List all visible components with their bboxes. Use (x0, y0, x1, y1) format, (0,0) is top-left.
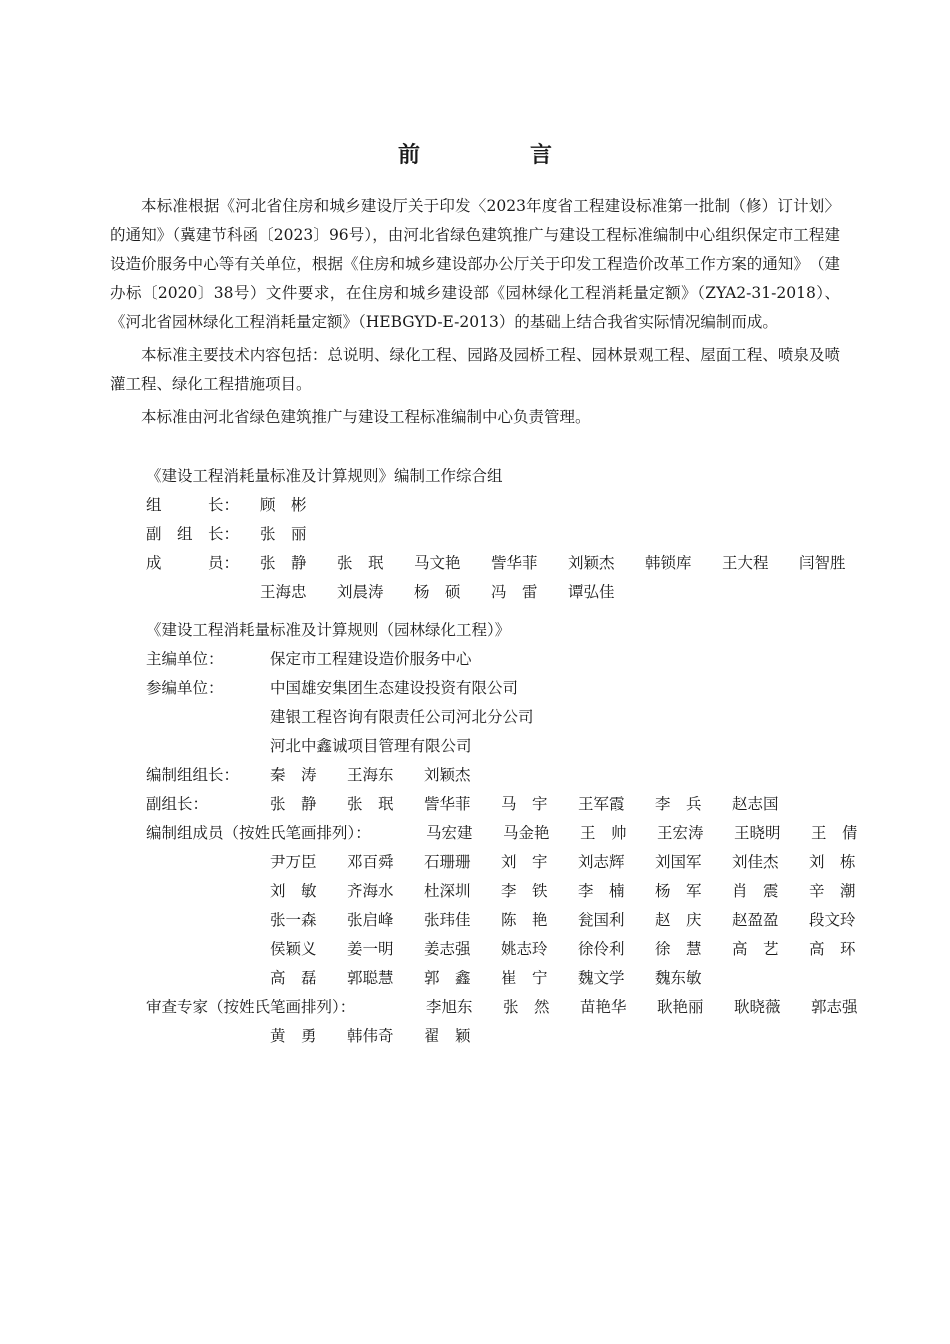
person-name: 郭聪慧 (347, 969, 394, 987)
name-list (270, 935, 856, 964)
person-name: 杨 硕 (414, 583, 461, 601)
person-name: 姜志强 (424, 940, 471, 958)
person-name: 王海忠 (260, 583, 307, 601)
person-name: 侯颖义 (270, 940, 317, 958)
person-name: 张一森 (270, 911, 317, 929)
person-name: 韩伟奇 (347, 1027, 394, 1045)
person-name: 齐海水 (347, 882, 394, 900)
preface-paragraph: 本标准由河北省绿色建筑推广与建设工程标准编制中心负责管理。 (141, 408, 591, 426)
name-list (270, 1022, 501, 1051)
person-name: 訾华菲 (424, 795, 471, 813)
name-list (426, 993, 858, 1022)
person-name: 赵志国 (732, 795, 779, 813)
person-name: 邓百舜 (347, 853, 394, 871)
person-name: 张 丽 (260, 525, 307, 543)
person-name: 刘 栋 (809, 853, 856, 871)
person-name: 刘晨涛 (337, 583, 384, 601)
deputy-label: 副 组 长： (146, 525, 240, 543)
preface-paragraph: 本标准主要技术内容包括：总说明、绿化工程、园路及园桥工程、园林景观工程、屋面工程、喷泉及喷灌工程、绿化工程措施项目。 (110, 346, 840, 393)
person-name: 李 铁 (501, 882, 548, 900)
name-list (260, 491, 337, 520)
name-list (270, 790, 809, 819)
leader-label: 组 长： (146, 496, 240, 514)
name-list (270, 877, 856, 906)
co-unit: 河北中鑫诚项目管理有限公司 (270, 737, 472, 755)
person-name: 徐 慧 (655, 940, 702, 958)
person-name: 王 帅 (580, 824, 627, 842)
person-name: 王 倩 (811, 824, 858, 842)
name-list (270, 906, 856, 935)
person-name: 尹万臣 (270, 853, 317, 871)
person-name: 王大程 (722, 554, 769, 572)
members-label: 编制组成员（按姓氏笔画排列）： (146, 824, 371, 842)
person-name: 马宏建 (426, 824, 473, 842)
person-name: 陈 艳 (501, 911, 548, 929)
person-name: 郭 鑫 (424, 969, 471, 987)
person-name: 李 楠 (578, 882, 625, 900)
person-name: 刘 宇 (501, 853, 548, 871)
name-list (260, 549, 846, 578)
person-name: 苗艳华 (580, 998, 627, 1016)
person-name: 姜一明 (347, 940, 394, 958)
name-list (260, 578, 645, 607)
person-name: 王军霞 (578, 795, 625, 813)
person-name: 魏东敏 (655, 969, 702, 987)
person-name: 冯 雷 (491, 583, 538, 601)
person-name: 张 静 (260, 554, 307, 572)
person-name: 高 艺 (732, 940, 779, 958)
person-name: 高 环 (809, 940, 856, 958)
person-name: 王宏涛 (657, 824, 704, 842)
person-name: 徐伶利 (578, 940, 625, 958)
person-name: 李 兵 (655, 795, 702, 813)
person-name: 秦 涛 (270, 766, 317, 784)
preface-body (110, 192, 840, 432)
person-name: 刘 敏 (270, 882, 317, 900)
person-name: 赵 庆 (655, 911, 702, 929)
group2-heading: 《建设工程消耗量标准及计算规则（园林绿化工程）》 (146, 621, 511, 639)
person-name: 张 然 (503, 998, 550, 1016)
person-name: 姚志玲 (501, 940, 548, 958)
person-name: 谭弘佳 (568, 583, 615, 601)
person-name: 马金艳 (503, 824, 550, 842)
person-name: 刘颖杰 (424, 766, 471, 784)
preface-paragraph: 本标准根据《河北省住房和城乡建设厅关于印发〈2023年度省工程建设标准第一批制（修）订计划〉的通知》（冀建节科函〔2023〕96号），由河北省绿色建筑推广与建设工程标准编制中心组织保定市工程建设造价服务中心等有关单位，根据《住房和城乡建设部办公厅关于印发工程造价改革工作方案的通知》 （建办标〔2020〕38号）文件要求，在住房和城乡建设部《园林绿化工程消耗量定额》（ZYA2-31-2018）、《河北省园林绿化工程消耗量定额》（HEBGYD-E-2013）的基础上结合我省实际情况编制而成。 (110, 197, 840, 331)
person-name: 刘颖杰 (568, 554, 615, 572)
chief-unit-label: 主编单位： (146, 650, 224, 668)
person-name: 刘志辉 (578, 853, 625, 871)
person-name: 张玮佳 (424, 911, 471, 929)
person-name: 黄 勇 (270, 1027, 317, 1045)
person-name: 辛 潮 (809, 882, 856, 900)
person-name: 杨 军 (655, 882, 702, 900)
person-name: 郭志强 (811, 998, 858, 1016)
members-label: 成 员： (146, 554, 240, 572)
person-name: 杜深圳 (424, 882, 471, 900)
person-name: 肖 震 (732, 882, 779, 900)
name-list (270, 761, 501, 790)
person-name: 崔 宁 (501, 969, 548, 987)
person-name: 刘佳杰 (732, 853, 779, 871)
person-name: 张 珉 (337, 554, 384, 572)
person-name: 张 静 (270, 795, 317, 813)
person-name: 翟 颖 (424, 1027, 471, 1045)
person-name: 顾 彬 (260, 496, 307, 514)
person-name: 张启峰 (347, 911, 394, 929)
person-name: 高 磊 (270, 969, 317, 987)
name-list (426, 819, 858, 848)
group1-heading: 《建设工程消耗量标准及计算规则》编制工作综合组 (146, 467, 503, 485)
name-list (270, 964, 732, 993)
leader-label: 编制组组长： (146, 766, 240, 784)
experts-label: 审查专家（按姓氏笔画排列）： (146, 998, 356, 1016)
co-unit: 中国雄安集团生态建设投资有限公司 (270, 679, 519, 697)
chief-unit: 保定市工程建设造价服务中心 (270, 650, 472, 668)
name-list (270, 848, 856, 877)
person-name: 魏文学 (578, 969, 625, 987)
person-name: 王海东 (347, 766, 394, 784)
person-name: 耿晓薇 (734, 998, 781, 1016)
deputy-label: 副组长： (146, 795, 209, 813)
person-name: 韩锁库 (645, 554, 692, 572)
person-name: 耿艳丽 (657, 998, 704, 1016)
person-name: 赵盈盈 (732, 911, 779, 929)
co-unit: 建银工程咨询有限责任公司河北分公司 (270, 708, 534, 726)
person-name: 马文艳 (414, 554, 461, 572)
person-name: 王晓明 (734, 824, 781, 842)
person-name: 张 珉 (347, 795, 394, 813)
person-name: 李旭东 (426, 998, 473, 1016)
name-list (260, 520, 337, 549)
person-name: 石珊珊 (424, 853, 471, 871)
person-name: 訾华菲 (491, 554, 538, 572)
person-name: 马 宇 (501, 795, 548, 813)
page-title: 前 言 (397, 142, 596, 168)
person-name: 段文玲 (809, 911, 856, 929)
co-units-label: 参编单位： (146, 679, 224, 697)
person-name: 闫智胜 (799, 554, 846, 572)
person-name: 瓮国利 (578, 911, 625, 929)
person-name: 刘国军 (655, 853, 702, 871)
